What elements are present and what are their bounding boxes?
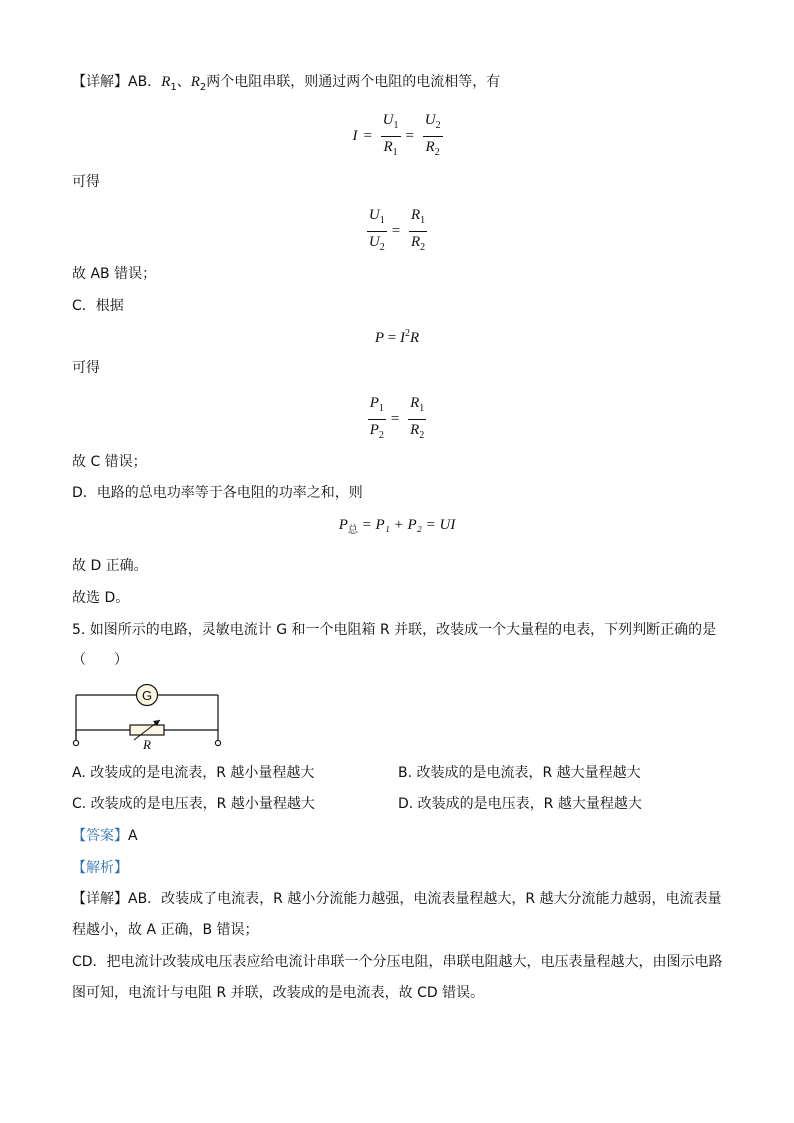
formula-power: $P = I^2R$ (374, 328, 420, 346)
detail2-line4: 图可知，电流计与电阻 R 并联，改装成的是电流表，故 CD 错误。 (72, 985, 485, 1001)
choice: 故选 D。 (72, 590, 130, 606)
detail2-tag: 【详解】 (72, 891, 128, 907)
resistor-label: R (143, 737, 151, 752)
option-a: A. 改装成的是电流表，R 越小量程越大 (72, 765, 315, 781)
detail-ab-line: 【详解】AB．$R_1$、$R_2$两个电阻串联，则通过两个电阻的电流相等，有 (72, 74, 501, 93)
answer-tag: 【答案】 (72, 828, 128, 844)
question-5-bracket: （ ） (72, 652, 128, 668)
fraction: $\frac{U_1}{U_2}$ (368, 207, 385, 253)
analysis-line (72, 858, 128, 878)
option-d: D. 改装成的是电压表，R 越大量程越大 (398, 796, 642, 812)
conclusion-c: 故 C 错误； (72, 454, 147, 470)
c-intro: C．根据 (72, 298, 124, 314)
galvanometer-label: G (141, 688, 153, 703)
detail2-line2: 程越小，故 A 正确，B 错误； (72, 922, 259, 938)
kede-1: 可得 (72, 174, 100, 190)
kede-2: 可得 (72, 360, 100, 376)
d-intro: D．电路的总电功率等于各电阻的功率之和，则 (72, 485, 363, 501)
formula-voltage-ratio: $\frac{U_1}{U_2}$ = $\frac{R_1}{R_2}$ (0, 205, 794, 258)
detail-tag: 【详解】 (72, 74, 128, 90)
option-b: B. 改装成的是电流表，R 越大量程越大 (398, 765, 641, 781)
conclusion-ab: 故 AB 错误； (72, 266, 157, 282)
answer-value: A (128, 828, 138, 844)
conclusion-d: 故 D 正确。 (72, 558, 148, 574)
fraction: $\frac{P_1}{P_2}$ (369, 395, 384, 441)
formula-current: I = $\frac{U_1}{R_1}$ = $\frac{U_2}{R_2}$ (0, 110, 794, 163)
formula-power-ratio: $\frac{P_1}{P_2}$ = $\frac{R_1}{R_2}$ (0, 393, 794, 446)
answer-line (72, 826, 138, 846)
fraction: $\frac{R_1}{R_2}$ (410, 207, 426, 253)
terminal-left (73, 740, 78, 745)
detail2-line1: 【详解】AB．改装成了电流表，R 越小分流能力越强，电流表量程越大，R 越大分流能力越弱，电流表量 (72, 891, 722, 907)
terminal-right (215, 740, 220, 745)
circuit-diagram (68, 680, 228, 752)
detail2-line3: CD．把电流计改装成电压表应给电流计串联一个分压电阻，串联电阻越大，电压表量程越大，由图示电路 (72, 954, 723, 970)
fraction: $\frac{U_2}{R_2}$ (424, 112, 441, 158)
question-5: 5. 如图所示的电路，灵敏电流计 G 和一个电阻箱 R 并联，改装成一个大量程的电表，下列判断正确的是 (72, 622, 717, 638)
option-c: C. 改装成的是电压表，R 越小量程越大 (72, 796, 315, 812)
formula-total-power: $P_总 = P_1 + P_2$ = UI (338, 517, 456, 536)
fraction: $\frac{U_1}{R_1}$ (382, 112, 399, 158)
analysis-tag: 【解析】 (72, 860, 128, 876)
fraction: $\frac{R_1}{R_2}$ (410, 395, 425, 441)
